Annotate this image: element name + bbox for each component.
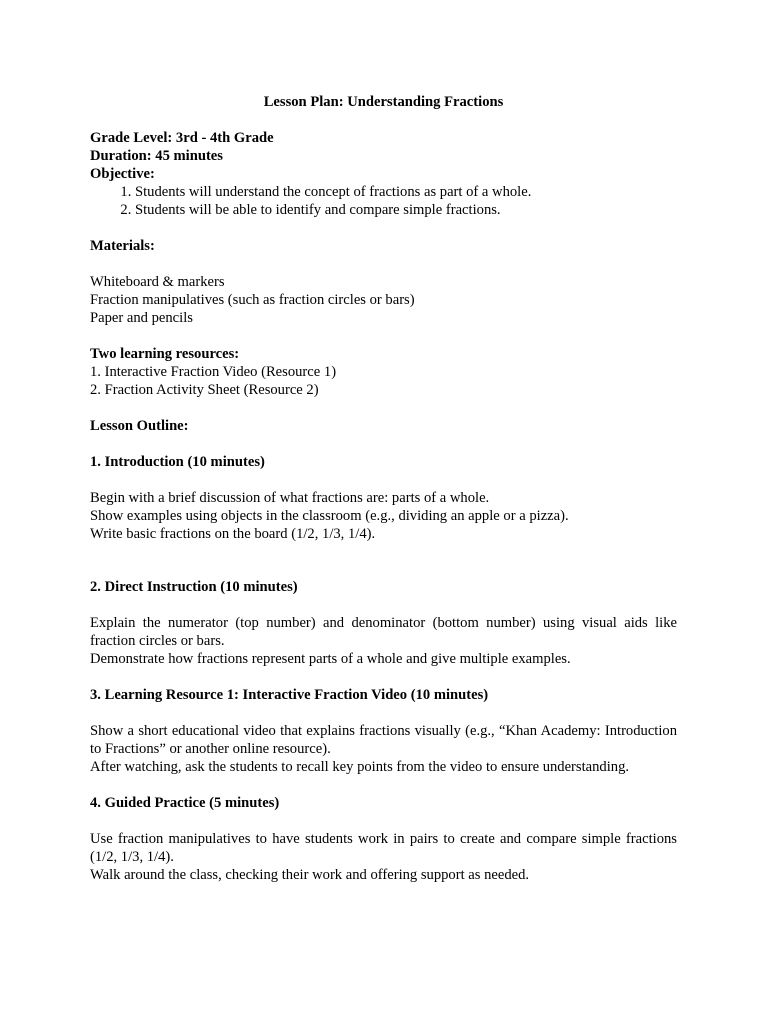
material-item: Fraction manipulatives (such as fraction circles or bars) — [90, 292, 415, 308]
duration: Duration: 45 minutes — [90, 148, 223, 164]
section-paragraph: Begin with a brief discussion of what fractions are: parts of a whole. — [90, 490, 490, 506]
section-heading-introduction: 1. Introduction (10 minutes) — [90, 454, 265, 470]
resource-item: 1. Interactive Fraction Video (Resource 1) — [90, 364, 337, 380]
section-heading-direct-instruction: 2. Direct Instruction (10 minutes) — [90, 579, 298, 595]
section-paragraph: Explain the numerator (top number) and denominator (bottom number) using visual aids like fraction circles or bars. — [90, 615, 677, 649]
section-paragraph: Walk around the class, checking their work and offering support as needed. — [90, 867, 530, 883]
resource-item: 2. Fraction Activity Sheet (Resource 2) — [90, 382, 319, 398]
section-paragraph: Write basic fractions on the board (1/2, 1/3, 1/4). — [90, 526, 376, 542]
outline-heading: Lesson Outline: — [90, 418, 189, 434]
section-paragraph: After watching, ask the students to recall key points from the video to ensure understanding. — [90, 759, 630, 775]
material-item: Whiteboard & markers — [90, 274, 225, 290]
objective-item: 2. Students will be able to identify and compare simple fractions. — [135, 201, 677, 219]
material-item: Paper and pencils — [90, 310, 193, 326]
document-title: Lesson Plan: Understanding Fractions — [263, 94, 504, 110]
objective-heading: Objective: — [90, 166, 155, 182]
section-paragraph: Show a short educational video that explains fractions visually (e.g., “Khan Academy: Introduction to Fractions” or another online resource). — [90, 723, 677, 757]
section-paragraph: Demonstrate how fractions represent parts of a whole and give multiple examples. — [90, 651, 571, 667]
document-page — [90, 93, 677, 884]
section-paragraph: Use fraction manipulatives to have students work in pairs to create and compare simple fractions (1/2, 1/3, 1/4). — [90, 831, 677, 865]
section-heading-guided-practice: 4. Guided Practice (5 minutes) — [90, 795, 280, 811]
objectives-list — [90, 183, 677, 219]
section-paragraph: Show examples using objects in the classroom (e.g., dividing an apple or a pizza). — [90, 508, 569, 524]
objective-item: 1. Students will understand the concept of fractions as part of a whole. — [135, 183, 677, 201]
resources-heading: Two learning resources: — [90, 346, 240, 362]
grade-level: Grade Level: 3rd - 4th Grade — [90, 130, 274, 146]
section-heading-learning-resource-1: 3. Learning Resource 1: Interactive Fraction Video (10 minutes) — [90, 687, 489, 703]
materials-heading: Materials: — [90, 238, 155, 254]
